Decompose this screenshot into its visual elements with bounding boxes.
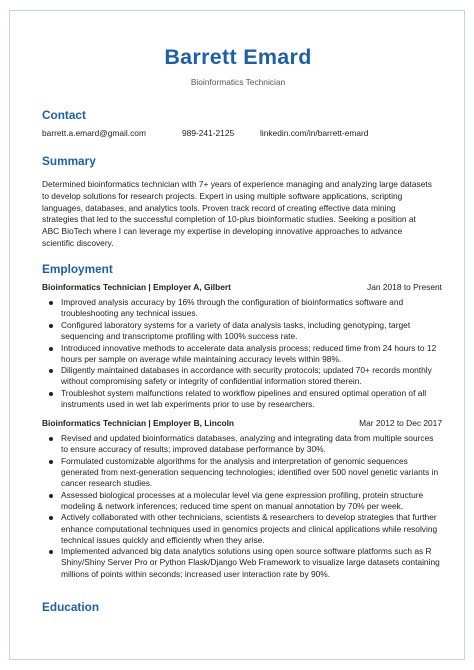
job-bullets xyxy=(42,433,442,580)
job-title: Bioinformatics Technician | Employer B, Lincoln xyxy=(42,418,235,428)
summary-heading: Summary xyxy=(42,154,96,168)
job-title: Bioinformatics Technician | Employer A, Gilbert xyxy=(42,282,231,292)
bullet-icon xyxy=(49,392,53,396)
job-dates: Mar 2012 to Dec 2017 xyxy=(359,418,442,428)
bullet-icon xyxy=(49,369,53,373)
candidate-name: Barrett Emard xyxy=(164,45,312,69)
contact-linkedin[interactable]: linkedin.com/in/barrett-emard xyxy=(260,128,369,138)
bullet-icon xyxy=(49,324,53,328)
education-heading: Education xyxy=(42,600,100,614)
list-item: Troubleshot system malfunctions related to workflow pipelines and ensured optimal operation of all instruments used in wet lab experiments prior to use by researchers. xyxy=(42,388,442,410)
candidate-title: Bioinformatics Technician xyxy=(190,77,286,87)
list-item: Revised and updated bioinformatics databases, analyzing and integrating data from multiple sources to ensure accuracy of results; improved database performance by 30%. xyxy=(42,433,442,455)
bullet-icon xyxy=(49,460,53,464)
list-item: Diligently maintained databases in accordance with security protocols; updated 70+ records monthly without compromising safety or integrity of confidential information stored therein. xyxy=(42,365,442,387)
contact-row xyxy=(42,127,442,139)
list-item: Configured laboratory systems for a variety of data analysis tasks, including genotyping, target sequencing and transcriptome profiling with 100% success rate. xyxy=(42,320,442,342)
bullet-icon xyxy=(49,516,53,520)
bullet-icon xyxy=(49,437,53,441)
bullet-icon xyxy=(49,301,53,305)
contact-email[interactable]: barrett.a.emard@gmail.com xyxy=(42,128,146,138)
job-header xyxy=(42,281,442,293)
list-item: Implemented advanced big data analytics solutions using open source software platforms such as R Shiny/Shiny Server Pro or Python Flask/Django Web Framework to visualize large datasets containing millions of points within seconds; increased user interaction rate by 90%. xyxy=(42,546,442,579)
resume-page xyxy=(9,10,465,660)
bullet-icon xyxy=(49,550,53,554)
bullet-icon xyxy=(49,494,53,498)
contact-heading: Contact xyxy=(42,108,86,122)
employment-heading: Employment xyxy=(42,262,113,276)
job-dates: Jan 2018 to Present xyxy=(367,282,442,292)
list-item: Improved analysis accuracy by 16% through the configuration of bioinformatics software and troubleshooting any technical issues. xyxy=(42,297,442,319)
bullet-icon xyxy=(49,347,53,351)
summary-text: Determined bioinformatics technician with 7+ years of experience managing and analyzing large datasets to develop solutions for research projects. Expert in using multiple software applications, scripting languages, databases, and analytics tools. Proven track record of creating effective data mining strategies that led to the successful completion of 10-plus bioinformatic studies. Seeking a position at ABC BioTech where I can leverage my expertise in developing innovative approaches to advance scientific discovery. xyxy=(42,179,432,248)
job-bullets xyxy=(42,297,442,411)
list-item: Actively collaborated with other technicians, scientists & researchers to develop strategies that further enhance computational techniques used in genomics projects and clinical applications while resolving technical issues quickly and efficiently when they arise. xyxy=(42,512,442,545)
job-header xyxy=(42,417,442,429)
list-item: Assessed biological processes at a molecular level via gene expression profiling, protein structure modeling & network inferences; reduced time spent on manual annotation by 70% per week. xyxy=(42,490,442,512)
list-item: Introduced innovative methods to accelerate data analysis process; reduced time from 24 hours to 12 hours per sample on average while maintaining accuracy levels within 98%. xyxy=(42,343,442,365)
list-item: Formulated customizable algorithms for the analysis and interpretation of genomic sequences generated from next-generation sequencing technologies; identified over 500 novel genetic variants in cancer research studies. xyxy=(42,456,442,489)
contact-phone[interactable]: 989-241-2125 xyxy=(182,128,235,138)
